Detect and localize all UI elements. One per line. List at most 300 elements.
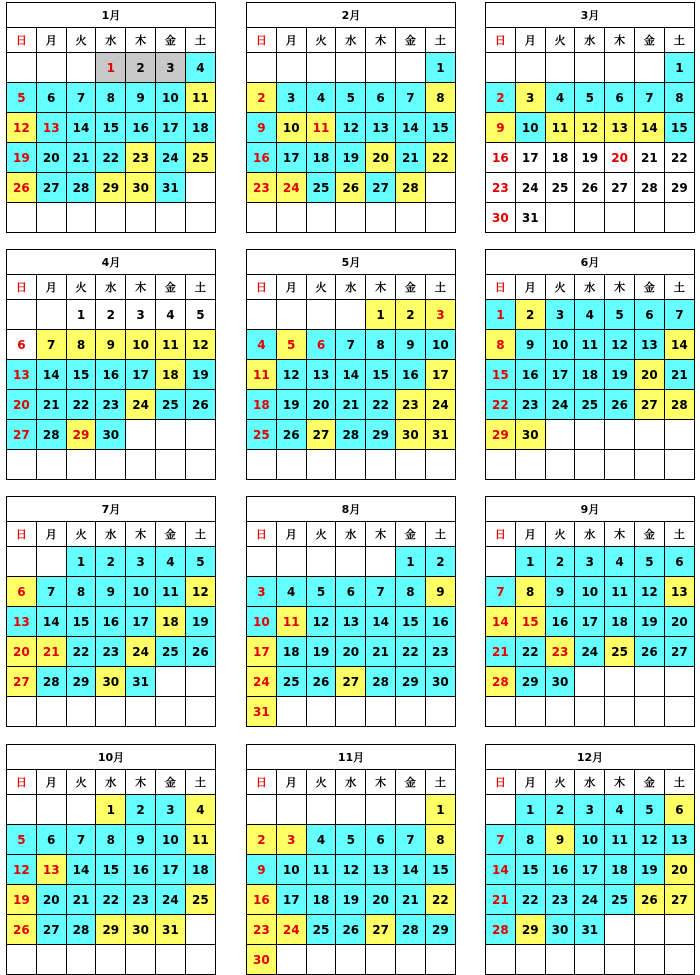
day-cell: 23 <box>425 637 455 667</box>
day-cell: 13 <box>366 855 396 885</box>
empty-cell <box>664 203 694 233</box>
empty-cell <box>185 203 215 233</box>
day-cell: 17 <box>155 113 185 143</box>
day-cell: 6 <box>7 577 37 607</box>
empty-cell <box>185 450 215 480</box>
empty-cell <box>36 795 66 825</box>
day-cell: 18 <box>306 143 336 173</box>
month-calendar <box>6 496 216 727</box>
weekday-header: 木 <box>366 28 396 53</box>
day-cell: 27 <box>36 173 66 203</box>
empty-cell <box>66 53 96 83</box>
month-calendar <box>485 2 695 233</box>
day-cell: 26 <box>7 915 37 945</box>
day-cell: 15 <box>96 855 126 885</box>
day-cell: 31 <box>126 667 156 697</box>
empty-cell <box>247 203 277 233</box>
day-cell: 6 <box>7 330 37 360</box>
day-cell: 1 <box>66 547 96 577</box>
day-cell: 12 <box>634 577 664 607</box>
day-cell: 6 <box>634 300 664 330</box>
weekday-header: 火 <box>545 28 575 53</box>
day-cell: 19 <box>336 143 366 173</box>
day-cell: 26 <box>185 390 215 420</box>
day-cell: 25 <box>155 637 185 667</box>
day-cell: 16 <box>486 143 516 173</box>
day-cell: 15 <box>486 360 516 390</box>
empty-cell <box>66 795 96 825</box>
weekday-header: 日 <box>247 275 277 300</box>
day-cell: 12 <box>336 855 366 885</box>
empty-cell <box>634 667 664 697</box>
empty-cell <box>155 203 185 233</box>
day-cell: 6 <box>36 83 66 113</box>
empty-cell <box>366 53 396 83</box>
day-cell: 25 <box>575 390 605 420</box>
empty-cell <box>664 420 694 450</box>
empty-cell <box>276 945 306 975</box>
weekday-header: 木 <box>605 28 635 53</box>
day-cell: 29 <box>96 915 126 945</box>
day-cell: 3 <box>276 825 306 855</box>
weekday-header: 土 <box>425 770 455 795</box>
day-cell: 14 <box>395 855 425 885</box>
day-cell: 2 <box>486 83 516 113</box>
day-cell: 26 <box>634 885 664 915</box>
month-calendar <box>485 249 695 480</box>
day-cell: 10 <box>155 83 185 113</box>
empty-cell <box>7 53 37 83</box>
day-cell: 22 <box>425 143 455 173</box>
day-cell: 12 <box>605 330 635 360</box>
day-cell: 31 <box>515 203 545 233</box>
empty-cell <box>336 945 366 975</box>
empty-cell <box>306 203 336 233</box>
weekday-header: 火 <box>66 28 96 53</box>
day-cell: 30 <box>247 945 277 975</box>
empty-cell <box>395 450 425 480</box>
day-cell: 30 <box>126 915 156 945</box>
weekday-header: 火 <box>306 28 336 53</box>
day-cell: 15 <box>515 855 545 885</box>
day-cell: 24 <box>425 390 455 420</box>
day-cell: 14 <box>634 113 664 143</box>
day-cell: 21 <box>36 390 66 420</box>
day-cell: 28 <box>66 173 96 203</box>
day-cell: 8 <box>66 330 96 360</box>
day-cell: 27 <box>336 667 366 697</box>
day-cell: 30 <box>515 420 545 450</box>
empty-cell <box>276 203 306 233</box>
empty-cell <box>306 300 336 330</box>
day-cell: 29 <box>66 420 96 450</box>
empty-cell <box>366 450 396 480</box>
empty-cell <box>545 53 575 83</box>
empty-cell <box>605 450 635 480</box>
day-cell: 9 <box>486 113 516 143</box>
month-calendar <box>246 249 456 480</box>
day-cell: 7 <box>664 300 694 330</box>
day-cell: 14 <box>486 855 516 885</box>
weekday-header: 日 <box>7 28 37 53</box>
empty-cell <box>247 300 277 330</box>
empty-cell <box>605 915 635 945</box>
day-cell: 22 <box>664 143 694 173</box>
day-cell: 23 <box>247 915 277 945</box>
day-cell: 25 <box>155 390 185 420</box>
day-cell: 4 <box>306 83 336 113</box>
weekday-header: 金 <box>634 522 664 547</box>
weekday-header: 月 <box>515 275 545 300</box>
day-cell: 17 <box>126 607 156 637</box>
weekday-header: 木 <box>366 770 396 795</box>
day-cell: 12 <box>575 113 605 143</box>
day-cell: 9 <box>126 825 156 855</box>
day-cell: 10 <box>276 113 306 143</box>
day-cell: 14 <box>395 113 425 143</box>
day-cell: 29 <box>96 173 126 203</box>
empty-cell <box>575 203 605 233</box>
empty-cell <box>36 300 66 330</box>
day-cell: 9 <box>515 330 545 360</box>
day-cell: 17 <box>575 607 605 637</box>
day-cell: 27 <box>664 885 694 915</box>
empty-cell <box>545 697 575 727</box>
empty-cell <box>545 420 575 450</box>
day-cell: 27 <box>306 420 336 450</box>
weekday-header: 金 <box>155 522 185 547</box>
weekday-header: 日 <box>7 770 37 795</box>
empty-cell <box>66 945 96 975</box>
day-cell: 8 <box>96 825 126 855</box>
empty-cell <box>66 697 96 727</box>
day-cell: 17 <box>247 637 277 667</box>
day-cell: 15 <box>425 855 455 885</box>
day-cell: 17 <box>575 855 605 885</box>
weekday-header: 木 <box>126 275 156 300</box>
day-cell: 11 <box>545 113 575 143</box>
day-cell: 16 <box>515 360 545 390</box>
day-cell: 13 <box>36 855 66 885</box>
day-cell: 20 <box>634 360 664 390</box>
day-cell: 19 <box>575 143 605 173</box>
month-title: 7月 <box>7 497 216 522</box>
weekday-header: 日 <box>7 522 37 547</box>
day-cell: 29 <box>425 915 455 945</box>
empty-cell <box>605 667 635 697</box>
day-cell: 24 <box>545 390 575 420</box>
day-cell: 28 <box>36 667 66 697</box>
weekday-header: 水 <box>575 522 605 547</box>
day-cell: 13 <box>664 577 694 607</box>
day-cell: 17 <box>515 143 545 173</box>
day-cell: 16 <box>96 607 126 637</box>
weekday-header: 火 <box>545 770 575 795</box>
empty-cell <box>515 53 545 83</box>
day-cell: 5 <box>185 300 215 330</box>
weekday-header: 火 <box>306 770 336 795</box>
empty-cell <box>395 203 425 233</box>
month-calendar <box>485 744 695 975</box>
day-cell: 18 <box>185 855 215 885</box>
day-cell: 24 <box>575 637 605 667</box>
day-cell: 20 <box>336 637 366 667</box>
empty-cell <box>366 795 396 825</box>
day-cell: 26 <box>336 173 366 203</box>
day-cell: 10 <box>545 330 575 360</box>
day-cell: 30 <box>545 667 575 697</box>
day-cell: 1 <box>515 795 545 825</box>
empty-cell <box>605 53 635 83</box>
day-cell: 15 <box>664 113 694 143</box>
day-cell: 2 <box>545 795 575 825</box>
day-cell: 8 <box>395 577 425 607</box>
day-cell: 18 <box>155 607 185 637</box>
day-cell: 10 <box>155 825 185 855</box>
empty-cell <box>306 450 336 480</box>
day-cell: 4 <box>545 83 575 113</box>
day-cell: 7 <box>634 83 664 113</box>
day-cell: 26 <box>276 420 306 450</box>
day-cell: 30 <box>425 667 455 697</box>
weekday-header: 木 <box>126 770 156 795</box>
day-cell: 19 <box>7 885 37 915</box>
empty-cell <box>306 795 336 825</box>
day-cell: 31 <box>155 173 185 203</box>
empty-cell <box>276 53 306 83</box>
day-cell: 10 <box>126 577 156 607</box>
day-cell: 18 <box>605 607 635 637</box>
day-cell: 6 <box>664 795 694 825</box>
day-cell: 5 <box>605 300 635 330</box>
day-cell: 17 <box>276 143 306 173</box>
weekday-header: 火 <box>545 522 575 547</box>
day-cell: 18 <box>605 855 635 885</box>
day-cell: 25 <box>605 885 635 915</box>
day-cell: 21 <box>486 885 516 915</box>
weekday-header: 日 <box>247 770 277 795</box>
day-cell: 14 <box>486 607 516 637</box>
day-cell: 3 <box>155 53 185 83</box>
day-cell: 16 <box>96 360 126 390</box>
empty-cell <box>425 697 455 727</box>
empty-cell <box>336 53 366 83</box>
day-cell: 7 <box>395 83 425 113</box>
day-cell: 24 <box>515 173 545 203</box>
weekday-header: 日 <box>247 522 277 547</box>
day-cell: 22 <box>515 885 545 915</box>
day-cell: 31 <box>425 420 455 450</box>
day-cell: 2 <box>247 83 277 113</box>
day-cell: 8 <box>366 330 396 360</box>
month-title: 3月 <box>486 3 695 28</box>
day-cell: 20 <box>36 143 66 173</box>
day-cell: 1 <box>96 795 126 825</box>
day-cell: 20 <box>664 607 694 637</box>
month-title: 4月 <box>7 250 216 275</box>
day-cell: 20 <box>36 885 66 915</box>
empty-cell <box>36 53 66 83</box>
day-cell: 2 <box>515 300 545 330</box>
day-cell: 5 <box>336 825 366 855</box>
weekday-header: 火 <box>306 275 336 300</box>
day-cell: 11 <box>575 330 605 360</box>
month-calendar <box>246 744 456 975</box>
month-calendar <box>485 496 695 727</box>
day-cell: 4 <box>575 300 605 330</box>
day-cell: 5 <box>7 83 37 113</box>
day-cell: 19 <box>634 607 664 637</box>
day-cell: 26 <box>7 173 37 203</box>
empty-cell <box>664 945 694 975</box>
weekday-header: 水 <box>336 770 366 795</box>
empty-cell <box>486 450 516 480</box>
day-cell: 15 <box>425 113 455 143</box>
day-cell: 15 <box>96 113 126 143</box>
weekday-header: 火 <box>545 275 575 300</box>
empty-cell <box>306 53 336 83</box>
empty-cell <box>664 697 694 727</box>
day-cell: 10 <box>575 825 605 855</box>
empty-cell <box>515 697 545 727</box>
empty-cell <box>486 53 516 83</box>
day-cell: 6 <box>306 330 336 360</box>
day-cell: 13 <box>664 825 694 855</box>
day-cell: 23 <box>545 637 575 667</box>
day-cell: 23 <box>126 885 156 915</box>
empty-cell <box>664 915 694 945</box>
empty-cell <box>7 547 37 577</box>
empty-cell <box>7 203 37 233</box>
day-cell: 20 <box>7 637 37 667</box>
day-cell: 16 <box>247 885 277 915</box>
weekday-header: 水 <box>575 28 605 53</box>
day-cell: 30 <box>126 173 156 203</box>
empty-cell <box>185 697 215 727</box>
empty-cell <box>336 795 366 825</box>
day-cell: 9 <box>247 113 277 143</box>
day-cell: 28 <box>366 667 396 697</box>
day-cell: 21 <box>664 360 694 390</box>
day-cell: 19 <box>306 637 336 667</box>
weekday-header: 土 <box>185 275 215 300</box>
day-cell: 19 <box>336 885 366 915</box>
day-cell: 17 <box>545 360 575 390</box>
weekday-header: 金 <box>155 770 185 795</box>
day-cell: 12 <box>7 113 37 143</box>
weekday-header: 木 <box>366 522 396 547</box>
day-cell: 27 <box>634 390 664 420</box>
day-cell: 1 <box>395 547 425 577</box>
day-cell: 20 <box>7 390 37 420</box>
day-cell: 1 <box>425 795 455 825</box>
day-cell: 6 <box>664 547 694 577</box>
day-cell: 17 <box>155 855 185 885</box>
day-cell: 16 <box>126 113 156 143</box>
day-cell: 8 <box>664 83 694 113</box>
empty-cell <box>575 945 605 975</box>
empty-cell <box>336 300 366 330</box>
empty-cell <box>247 795 277 825</box>
day-cell: 1 <box>425 53 455 83</box>
month-title: 6月 <box>486 250 695 275</box>
day-cell: 18 <box>575 360 605 390</box>
empty-cell <box>575 450 605 480</box>
empty-cell <box>336 697 366 727</box>
day-cell: 24 <box>247 667 277 697</box>
day-cell: 20 <box>366 885 396 915</box>
empty-cell <box>366 203 396 233</box>
day-cell: 21 <box>66 885 96 915</box>
weekday-header: 金 <box>395 770 425 795</box>
day-cell: 27 <box>605 173 635 203</box>
weekday-header: 火 <box>66 770 96 795</box>
empty-cell <box>605 697 635 727</box>
weekday-header: 月 <box>276 28 306 53</box>
day-cell: 5 <box>7 825 37 855</box>
day-cell: 7 <box>486 577 516 607</box>
day-cell: 26 <box>605 390 635 420</box>
day-cell: 31 <box>155 915 185 945</box>
day-cell: 8 <box>425 83 455 113</box>
weekday-header: 金 <box>395 522 425 547</box>
weekday-header: 水 <box>575 770 605 795</box>
day-cell: 14 <box>366 607 396 637</box>
day-cell: 22 <box>486 390 516 420</box>
day-cell: 7 <box>66 83 96 113</box>
day-cell: 12 <box>7 855 37 885</box>
day-cell: 13 <box>306 360 336 390</box>
day-cell: 5 <box>185 547 215 577</box>
weekday-header: 金 <box>634 275 664 300</box>
day-cell: 7 <box>36 577 66 607</box>
weekday-header: 水 <box>96 275 126 300</box>
empty-cell <box>36 203 66 233</box>
day-cell: 21 <box>66 143 96 173</box>
empty-cell <box>545 450 575 480</box>
empty-cell <box>276 450 306 480</box>
day-cell: 2 <box>96 547 126 577</box>
weekday-header: 水 <box>96 770 126 795</box>
day-cell: 11 <box>185 83 215 113</box>
day-cell: 29 <box>395 667 425 697</box>
day-cell: 12 <box>185 577 215 607</box>
empty-cell <box>96 697 126 727</box>
day-cell: 4 <box>155 547 185 577</box>
day-cell: 18 <box>545 143 575 173</box>
day-cell: 21 <box>395 885 425 915</box>
day-cell: 23 <box>96 637 126 667</box>
day-cell: 1 <box>486 300 516 330</box>
empty-cell <box>486 945 516 975</box>
day-cell: 29 <box>486 420 516 450</box>
empty-cell <box>664 450 694 480</box>
day-cell: 24 <box>155 885 185 915</box>
day-cell: 26 <box>575 173 605 203</box>
day-cell: 15 <box>395 607 425 637</box>
day-cell: 11 <box>605 577 635 607</box>
day-cell: 25 <box>545 173 575 203</box>
day-cell: 30 <box>96 420 126 450</box>
day-cell: 7 <box>366 577 396 607</box>
empty-cell <box>366 547 396 577</box>
empty-cell <box>185 420 215 450</box>
empty-cell <box>155 420 185 450</box>
day-cell: 11 <box>276 607 306 637</box>
day-cell: 28 <box>486 915 516 945</box>
weekday-header: 月 <box>36 28 66 53</box>
day-cell: 14 <box>36 607 66 637</box>
